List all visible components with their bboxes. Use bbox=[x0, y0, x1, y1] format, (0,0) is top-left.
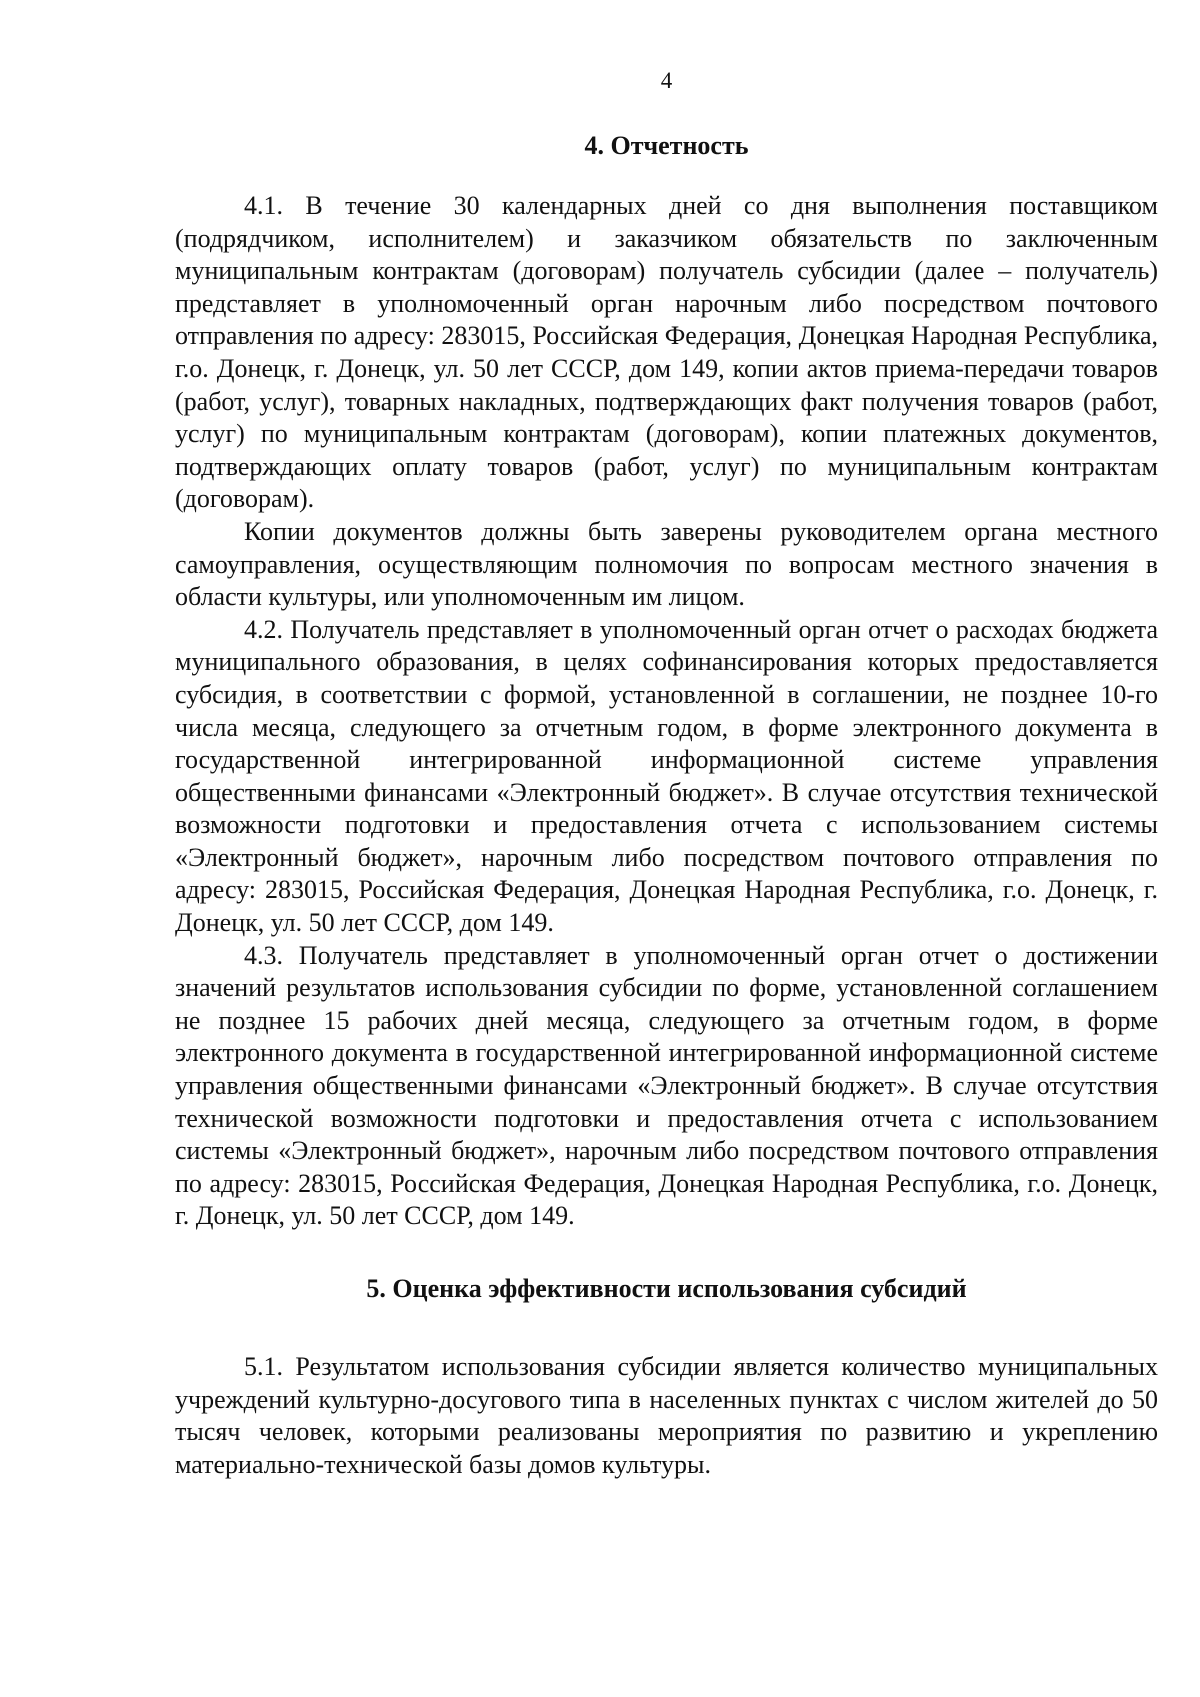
paragraph-5-1: 5.1. Результатом использования субсидии является количество муниципальных учреждений культурно-досугового типа в населенных пунктах с числом жителей до 50 тысяч человек, которыми реализованы мероприятия по развитию и укреплению материально-технической базы домов культуры. bbox=[175, 1352, 1158, 1479]
paragraph-4-3: 4.3. Получатель представляет в уполномоченный орган отчет о достижении значений результатов использования субсидии по форме, установленной соглашением не позднее 15 рабочих дней месяца, следующего за отчетным годом, в форме электронного документа в государственной интегрированной информационной системе управления общественными финансами «Электронный бюджет». В случае отсутствия технической возможности подготовки и предоставления отчета с использованием системы «Электронный бюджет», нарочным либо посредством почтового отправления по адресу: 283015, Российская Федерация, Донецкая Народная Республика, г.о. Донецк, г. Донецк, ул. 50 лет СССР, дом 149. bbox=[175, 940, 1158, 1231]
page-number: 4 bbox=[660, 68, 673, 93]
document-page bbox=[175, 68, 1158, 1481]
section-4-heading: 4. Отчетность bbox=[584, 131, 749, 160]
section-5-heading: 5. Оценка эффективности использования субсидий bbox=[366, 1274, 967, 1303]
paragraph-4-1-copies: Копии документов должны быть заверены руководителем органа местного самоуправления, осуществляющим полномочия по вопросам местного значения в области культуры, или уполномоченным им лицом. bbox=[175, 516, 1158, 612]
paragraph-4-2: 4.2. Получатель представляет в уполномоченный орган отчет о расходах бюджета муниципального образования, в целях софинансирования которых предоставляется субсидия, в соответствии с формой, установленной в соглашении, не позднее 10-го числа месяца, следующего за отчетным годом, в форме электронного документа в государственной интегрированной информационной системе управления общественными финансами «Электронный бюджет». В случае отсутствия технической возможности подготовки и предоставления отчета с использованием системы «Электронный бюджет», нарочным либо посредством почтового отправления по адресу: 283015, Российская Федерация, Донецкая Народная Республика, г.о. Донецк, г. Донецк, ул. 50 лет СССР, дом 149. bbox=[175, 614, 1158, 938]
paragraph-4-1: 4.1. В течение 30 календарных дней со дня выполнения поставщиком (подрядчиком, исполнителем) и заказчиком обязательств по заключенным муниципальным контрактам (договорам) получатель субсидии (далее – получатель) представляет в уполномоченный орган нарочным либо посредством почтового отправления по адресу: 283015, Российская Федерация, Донецкая Народная Республика, г.о. Донецк, г. Донецк, ул. 50 лет СССР, дом 149, копии актов приема-передачи товаров (работ, услуг), товарных накладных, подтверждающих факт получения товаров (работ, услуг) по муниципальным контрактам (договорам), копии платежных документов, подтверждающих оплату товаров (работ, услуг) по муниципальным контрактам (договорам). bbox=[175, 191, 1158, 514]
